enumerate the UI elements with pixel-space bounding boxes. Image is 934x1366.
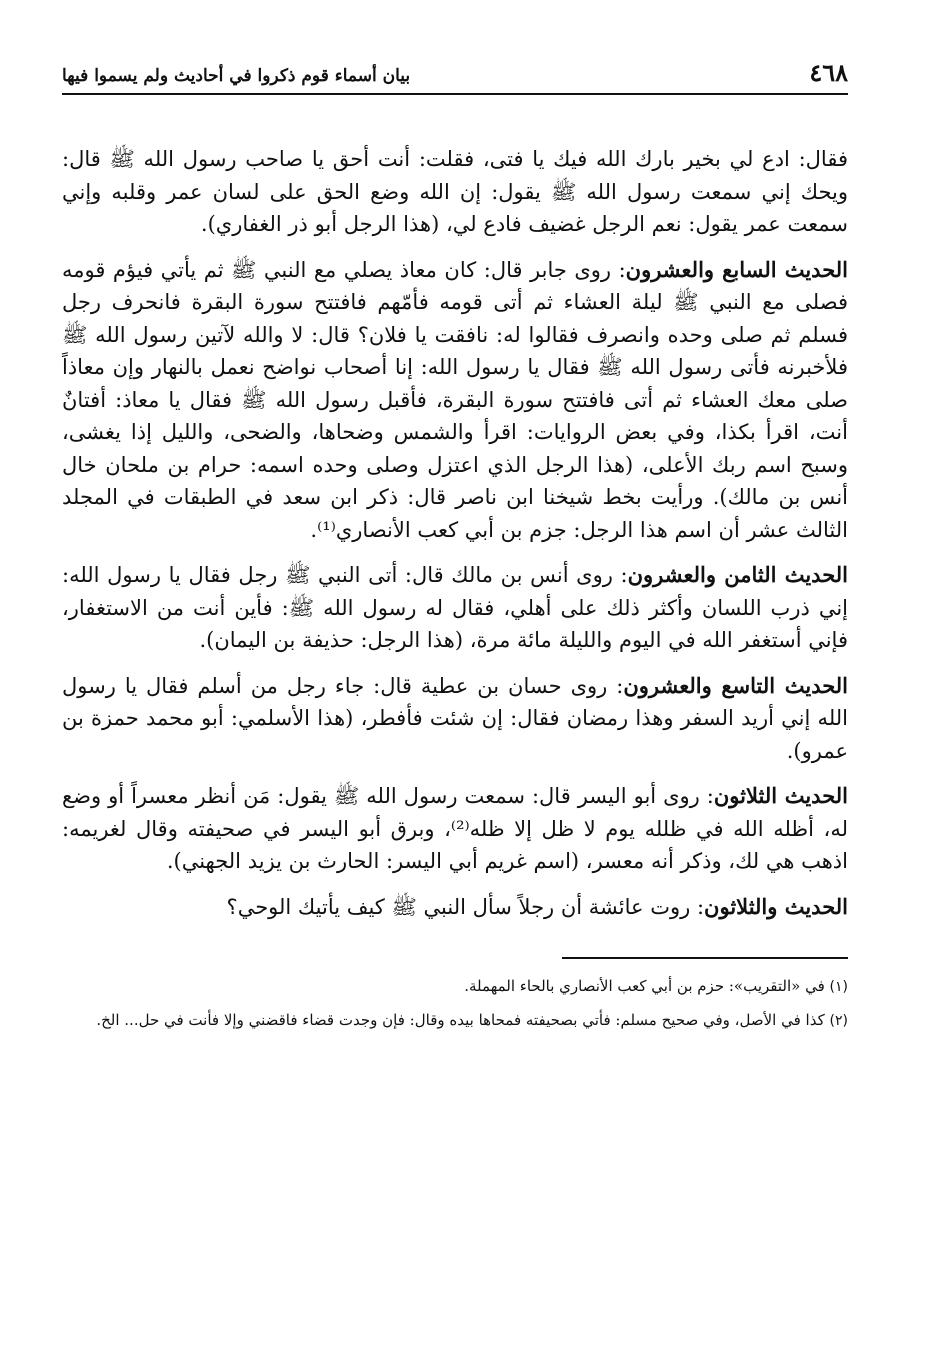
footnote-number: (١) <box>829 979 848 995</box>
footnote-text: كذا في الأصل، وفي صحيح مسلم: فأتي بصحيفته فمحاها بيده وقال: فإن وجدت قضاء فاقضني وإلا فأنت في حل... الخ. <box>96 1011 825 1029</box>
paragraph-1 <box>62 143 848 241</box>
footnote-divider <box>562 957 848 959</box>
paragraph-text: : روت عائشة أن رجلاً سأل النبي ﷺ كيف يأتيك الوحي؟ <box>226 894 705 919</box>
page <box>62 58 848 1035</box>
hadith-heading: الحديث التاسع والعشرون <box>623 672 849 698</box>
paragraph-text: : روى جابر قال: كان معاذ يصلي مع النبي ﷺ ثم يأتي فيؤم قومه فصلى مع النبي ﷺ ليلة العشاء ثم أتى قومه فأمّهم فافتتح سورة البقرة فانحرف رجل فسلم ثم صلى وحده وانصرف فقالوا له: نافقت يا فلان؟ قال: لا والله لآتين رسول الله ﷺ فلأخبرنه فأتى رسول الله ﷺ فقال يا رسول الله: إنا أصحاب نواضح نعمل بالنهار وإن معاذاً صلى معك العشاء ثم أتى فافتتح سورة البقرة، فأقبل رسول الله ﷺ فقال يا معاذ: أفتانٌ أنت، اقرأ بكذا، وفي بعض الروايات: اقرأ والشمس وضحاها، والضحى، والليل إذا يغشى، وسبح اسم ربك الأعلى، (هذا الرجل الذي اعتزل وصلى وحده اسمه: حرام بن ملحان خال أنس بن مالك). ورأيت بخط شيخنا ابن ناصر قال: ذكر ابن سعد في الطبقات في المجلد الثالث عشر أن اسم هذا الرجل: جزم بن أبي كعب الأنصاري⁽¹⁾. <box>62 257 848 542</box>
hadith-heading: الحديث الثامن والعشرون <box>627 562 848 587</box>
paragraph-text: فقال: ادع لي بخير بارك الله فيك يا فتى، فقلت: أنت أحق يا صاحب رسول الله ﷺ قال: ويحك إني سمعت رسول الله ﷺ يقول: إن الله وضع الحق على لسان عمر وقلبه وإني سمعت عمر يقول: نعم الرجل غضيف فادع لي، (هذا الرجل أبو ذر الغفاري). <box>62 147 848 236</box>
paragraph-text: : روى أنس بن مالك قال: أتى النبي ﷺ رجل فقال يا رسول الله: إني ذرب اللسان وأكثر ذلك على أهلي، فقال له رسول الله ﷺ: فأين أنت من الاستغفار، فإني أستغفر الله في اليوم والليلة مائة مرة، (هذا الرجل: حذيفة بن اليمان). <box>62 563 848 652</box>
paragraph-text: : روى حسان بن عطية قال: جاء رجل من أسلم فقال يا رسول الله إني أريد السفر وهذا رمضان فقال: إن شئت فأفطر، (هذا الأسلمي: أبو محمد حمزة بن عمرو). <box>62 673 848 763</box>
paragraph-text: : روى أبو اليسر قال: سمعت رسول الله ﷺ يقول: مَن أنظر معسراً أو وضع له، أظله الله في ظلله يوم لا ظل إلا ظله⁽²⁾، وبرق أبو اليسر في صحيفته وقال لغريمه: اذهب هي لك، وذكر أنه معسر، (اسم غريم أبي اليسر: الحارث بن يزيد الجهني). <box>62 784 848 873</box>
paragraph-hadith-31 <box>62 891 848 924</box>
header-title: بيان أسماء قوم ذكروا في أحاديث ولم يسموا فيها <box>62 66 411 86</box>
hadith-heading: الحديث الثلاثون <box>713 783 848 808</box>
page-number: ٤٦٨ <box>809 58 848 87</box>
footnote-2 <box>62 1007 848 1035</box>
footnotes <box>62 973 848 1035</box>
hadith-heading: الحديث السابع والعشرون <box>625 256 848 282</box>
body-text <box>62 143 848 923</box>
running-header <box>62 58 848 95</box>
hadith-heading: الحديث والثلاثون <box>704 893 848 919</box>
paragraph-hadith-30 <box>62 780 848 878</box>
paragraph-hadith-28 <box>62 559 848 657</box>
paragraph-hadith-29 <box>62 670 848 768</box>
footnote-number: (٢) <box>829 1013 848 1029</box>
paragraph-hadith-27 <box>62 254 848 547</box>
footnote-1 <box>62 973 848 1001</box>
footnote-text: في «التقريب»: حزم بن أبي كعب الأنصاري بالحاء المهملة. <box>464 977 825 995</box>
